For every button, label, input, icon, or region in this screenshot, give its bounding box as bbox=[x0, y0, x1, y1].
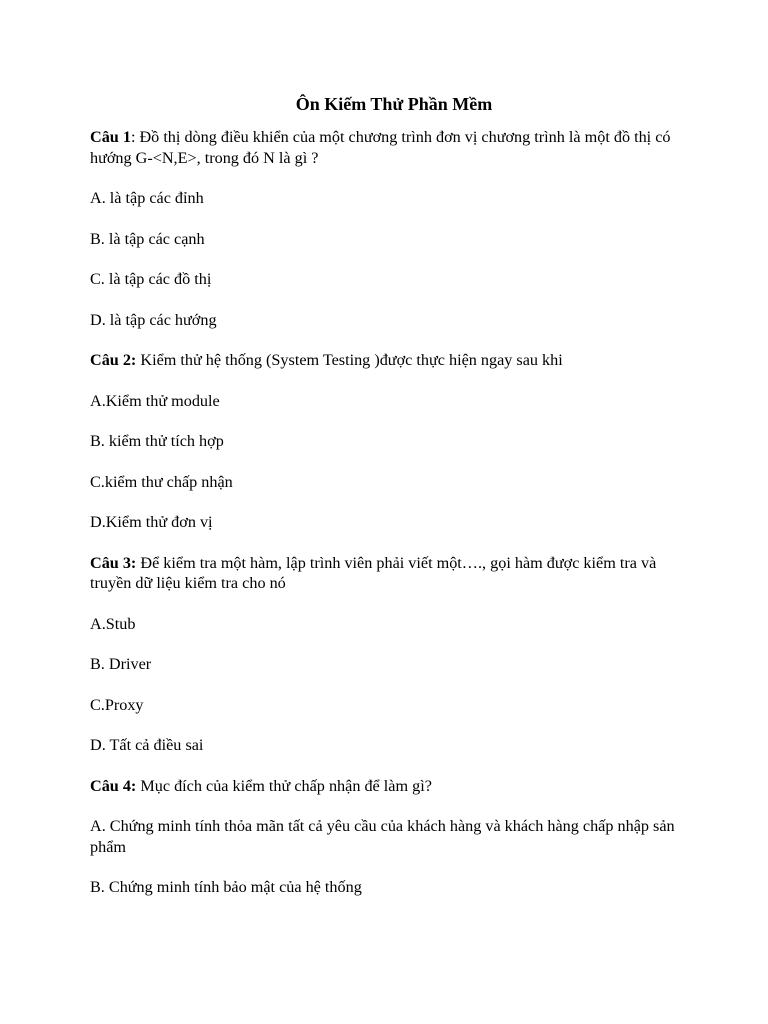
question-1 bbox=[90, 127, 690, 168]
option-2a: A.Kiểm thử module bbox=[90, 391, 220, 410]
question-text: : Đồ thị dòng điều khiển của một chương trình đơn vị chương trình là một đồ thị có hướng G-<N,E>, trong đó N là gì ? bbox=[90, 128, 671, 167]
question-text: Để kiểm tra một hàm, lập trình viên phải viết một…., gọi hàm được kiểm tra và truyền dữ liệu kiểm tra cho nó bbox=[90, 553, 657, 592]
question-4 bbox=[90, 776, 690, 797]
question-label: Câu 4: bbox=[90, 776, 137, 795]
option-3c: C.Proxy bbox=[90, 695, 144, 714]
question-text: Kiểm thử hệ thống (System Testing )được thực hiện ngay sau khi bbox=[136, 351, 563, 369]
option-3b: B. Driver bbox=[90, 655, 152, 673]
question-text: Mục đích của kiểm thử chấp nhận để làm gì? bbox=[136, 776, 432, 795]
question-2 bbox=[90, 350, 690, 371]
question-label: Câu 2: bbox=[90, 351, 137, 369]
option-2d: D.Kiểm thử đơn vị bbox=[90, 513, 213, 531]
option-2c: C.kiểm thư chấp nhận bbox=[90, 472, 233, 491]
option-3a: A.Stub bbox=[90, 614, 136, 633]
option-1d: D. là tập các hướng bbox=[90, 310, 217, 329]
option-1b: B. là tập các cạnh bbox=[90, 229, 205, 248]
option-3d: D. Tất cả điều sai bbox=[90, 736, 204, 754]
option-1c: C. là tập các đồ thị bbox=[90, 270, 212, 288]
question-label: Câu 1 bbox=[90, 128, 131, 146]
document-title: Ôn Kiếm Thử Phần Mềm bbox=[295, 94, 493, 114]
document-page bbox=[90, 92, 690, 918]
option-1a: A. là tập các đỉnh bbox=[90, 189, 204, 207]
option-4b: B. Chứng minh tính bảo mật của hệ thống bbox=[90, 878, 362, 896]
question-3 bbox=[90, 553, 690, 594]
option-2b: B. kiểm thử tích hợp bbox=[90, 432, 224, 450]
question-label: Câu 3: bbox=[90, 553, 137, 572]
option-4a: A. Chứng minh tính thỏa mãn tất cả yêu cầu của khách hàng và khách hàng chấp nhập sản phẩm bbox=[90, 817, 675, 856]
